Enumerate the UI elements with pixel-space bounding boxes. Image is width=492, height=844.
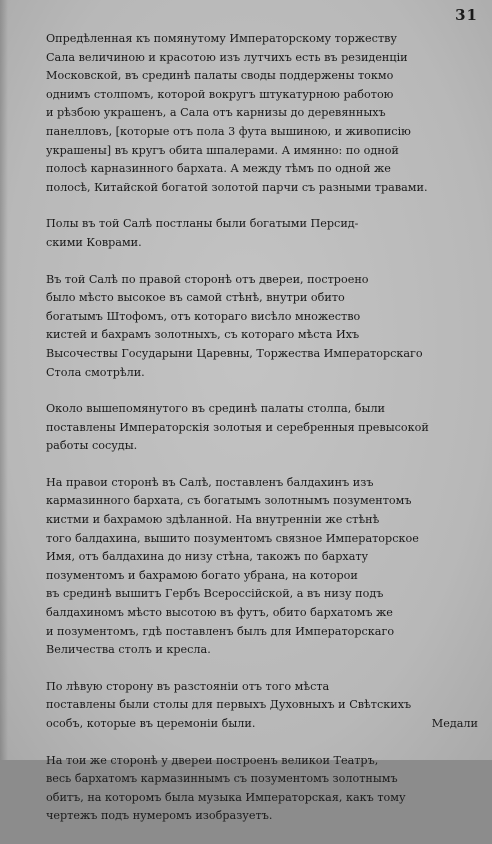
text-line: Стола смотрѣли. bbox=[46, 365, 145, 379]
text-line: По лѣвую сторону въ разстояніи отъ того мѣста bbox=[46, 679, 330, 693]
paragraph bbox=[46, 271, 478, 383]
paragraph bbox=[46, 30, 478, 197]
text-line: Въ той Салѣ по правой сторонѣ отъ двереи, построено bbox=[46, 272, 369, 286]
text-line: На правои сторонѣ въ Салѣ, поставленъ балдахинъ изъ bbox=[46, 475, 374, 489]
text-line: Высочествы Государыни Царевны, Торжества Императорскаго bbox=[46, 346, 423, 360]
text-line: кистей и бахрамъ золотныхъ, съ котораго мѣста Ихъ bbox=[46, 328, 360, 342]
text-line: Имя, отъ балдахина до низу стѣна, такожъ по бархату bbox=[46, 550, 369, 564]
text-line: поставлены Императорскія золотыя и серебренныя превысокой bbox=[46, 420, 429, 434]
paragraph bbox=[46, 215, 478, 252]
text-line: Сала величиною и красотою изъ лутчихъ есть въ резиденціи bbox=[46, 50, 408, 64]
text-line: богатымъ Штофомъ, отъ котораго висѣло множество bbox=[46, 309, 361, 323]
text-line: балдахиномъ мѣсто высотою въ футъ, обито бархатомъ же bbox=[46, 606, 393, 620]
text-line: и рѣзбою украшенъ, а Сала отъ карнизы до деревянныхъ bbox=[46, 106, 386, 120]
paragraph bbox=[46, 400, 478, 456]
paragraph bbox=[46, 678, 478, 734]
paragraph bbox=[46, 474, 478, 660]
text-line: весь бархатомъ кармазиннымъ съ позументомъ золотнымъ bbox=[46, 772, 398, 786]
text-line: украшены] въ кругъ обита шпалерами. А имянно: по одной bbox=[46, 143, 399, 157]
page-number: 31 bbox=[455, 6, 478, 24]
catchword: Медали bbox=[431, 717, 478, 731]
text-line: въ срединѣ вышитъ Гербъ Всероссійской, а въ низу подъ bbox=[46, 587, 384, 601]
text-line: Величества столъ и кресла. bbox=[46, 643, 211, 657]
text-line: Московской, въ срединѣ палаты своды поддержены токмо bbox=[46, 69, 394, 83]
text-line: Около вышепомянутого въ срединѣ палаты столпа, были bbox=[46, 402, 386, 416]
text-line: обитъ, на которомъ была музыка Императорская, какъ тому bbox=[46, 790, 406, 804]
text-line: кармазинного бархата, съ богатымъ золотнымъ позументомъ bbox=[46, 494, 412, 508]
text-line: было мѣсто высокое въ самой стѣнѣ, внутри обито bbox=[46, 291, 345, 305]
text-line: полосѣ, Китайской богатой золотой парчи съ разными травами. bbox=[46, 180, 428, 194]
text-line: поставлены были столы для первыхъ Духовныхъ и Свѣтскихъ bbox=[46, 698, 412, 712]
text-line: особъ, которые въ церемоніи были. bbox=[46, 717, 256, 730]
text-line: работы сосуды. bbox=[46, 439, 138, 453]
paragraph bbox=[46, 752, 478, 826]
text-line: скими Коврами. bbox=[46, 235, 142, 249]
text-line: Опредѣленная къ помянутому Императорскому торжеству bbox=[46, 32, 398, 45]
text-line: На тои же сторонѣ у двереи построенъ великои Театръ, bbox=[46, 753, 379, 767]
page-edge-shadow bbox=[0, 0, 8, 760]
text-line: кистми и бахрамою здѣланной. На внутренніи же стѣнѣ bbox=[46, 513, 380, 527]
text-line: панелловъ, [которые отъ пола 3 фута вышиною, и живописію bbox=[46, 124, 411, 138]
text-line: и позументомъ, гдѣ поставленъ былъ для Императорскаго bbox=[46, 624, 395, 638]
body-text bbox=[46, 30, 478, 844]
text-line: однимъ столпомъ, которой вокругъ штукатурною работою bbox=[46, 87, 394, 101]
text-line: Полы въ той Салѣ постланы были богатыми Персид- bbox=[46, 217, 359, 231]
text-line: позументомъ и бахрамою богато убрана, на которои bbox=[46, 568, 358, 582]
text-line: того балдахина, вышито позументомъ связное Императорское bbox=[46, 531, 419, 545]
text-line: полосѣ карназинного бархата. А между тѣмъ по одной же bbox=[46, 162, 391, 176]
text-line: чертежъ подъ нумеромъ изобразуетъ. bbox=[46, 809, 273, 823]
